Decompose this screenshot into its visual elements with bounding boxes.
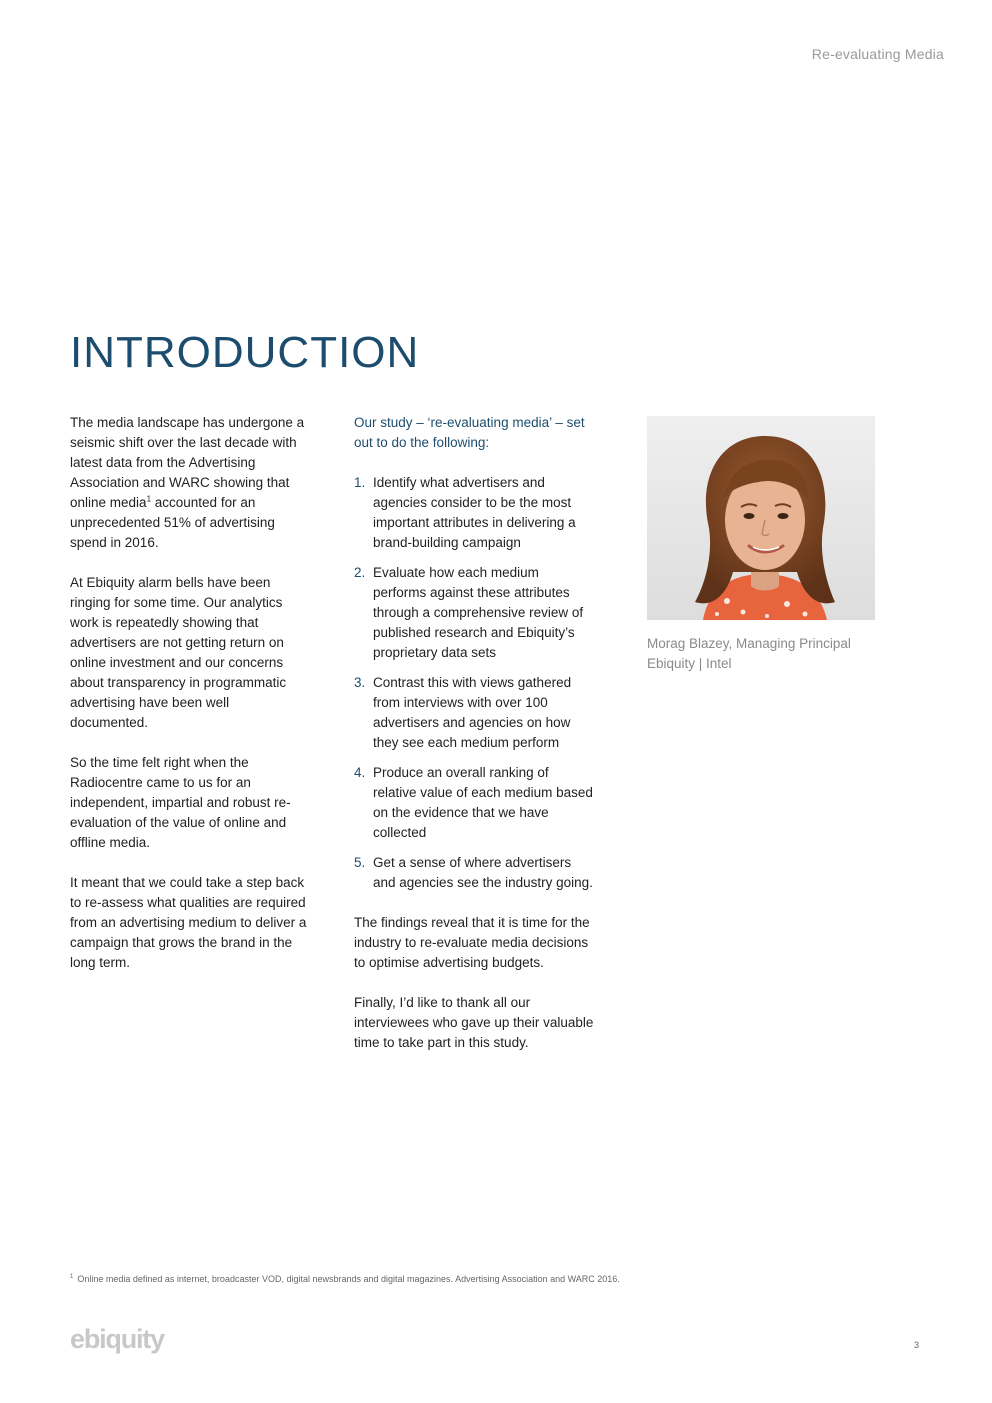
page-number: 3 <box>914 1340 920 1350</box>
paragraph-online-media-text-1: The media landscape has undergone a seismic shift over the last decade with latest data from the Advertising Association and WARC showing that online media <box>70 415 305 510</box>
paragraph-reassess: It meant that we could take a step back to re-assess what qualities are required from an advertising medium to deliver a campaign that grows the brand in the long term. <box>70 875 307 970</box>
logo-wordmark: ebiquity <box>70 1324 164 1354</box>
caption-organisation: Ebiquity | Intel <box>647 656 732 671</box>
footnote-text: Online media defined as internet, broadcaster VOD, digital newsbrands and digital magazines. Advertising Association and WARC 2016. <box>77 1274 620 1284</box>
list-item-text: Get a sense of where advertisers and agencies see the industry going. <box>373 855 593 890</box>
list-item-text: Contrast this with views gathered from interviews with over 100 advertisers and agencies on how they see each medium perform <box>373 675 572 750</box>
study-intro: Our study – ‘re-evaluating media’ – set out to do the following: <box>354 415 585 450</box>
list-item <box>354 673 594 753</box>
portrait-photo <box>647 416 875 620</box>
paragraph-alarm-bells: At Ebiquity alarm bells have been ringing for some time. Our analytics work is repeatedly showing that advertisers are not getting return on online investment and our concerns about transparency in programmatic advertising have been well documented. <box>70 575 287 730</box>
footnote-mark: 1 <box>70 1274 74 1280</box>
left-column <box>70 413 310 993</box>
paragraph-online-media-text-2: accounted for an unprecedented 51% of advertising spend in 2016. <box>70 495 275 550</box>
running-header: Re-evaluating Media <box>811 46 944 62</box>
list-item-text: Produce an overall ranking of relative value of each medium based on the evidence that we have collected <box>373 765 593 840</box>
middle-column <box>354 413 594 1073</box>
paragraph-radiocentre: So the time felt right when the Radiocentre came to us for an independent, impartial and robust re-evaluation of the value of online and offline media. <box>70 755 291 850</box>
caption-name-title: Morag Blazey, Managing Principal <box>647 636 851 651</box>
ebiquity-logo <box>70 1324 182 1360</box>
list-item-number: 2. <box>354 565 366 580</box>
footnote-reference: 1 <box>146 494 152 504</box>
list-item-number: 4. <box>354 765 366 780</box>
list-item-number: 1. <box>354 475 366 490</box>
paragraph-thanks: Finally, I’d like to thank all our interviewees who gave up their valuable time to take part in this study. <box>354 995 594 1050</box>
list-item <box>354 473 594 553</box>
list-item-text: Evaluate how each medium performs against these attributes through a comprehensive review of published research and Ebiquity’s proprietary data sets <box>373 565 584 660</box>
study-steps-list <box>354 473 594 893</box>
list-item <box>354 563 594 663</box>
list-item <box>354 853 594 893</box>
footnote <box>70 1274 620 1284</box>
page-title: INTRODUCTION <box>70 328 420 377</box>
paragraph-online-media <box>70 413 310 553</box>
list-item-number: 3. <box>354 675 366 690</box>
paragraph-findings: The findings reveal that it is time for the industry to re-evaluate media decisions to optimise advertising budgets. <box>354 915 590 970</box>
list-item <box>354 763 594 843</box>
list-item-number: 5. <box>354 855 366 870</box>
list-item-text: Identify what advertisers and agencies consider to be the most important attributes in delivering a brand-building campaign <box>373 475 576 550</box>
photo-caption <box>647 634 887 674</box>
